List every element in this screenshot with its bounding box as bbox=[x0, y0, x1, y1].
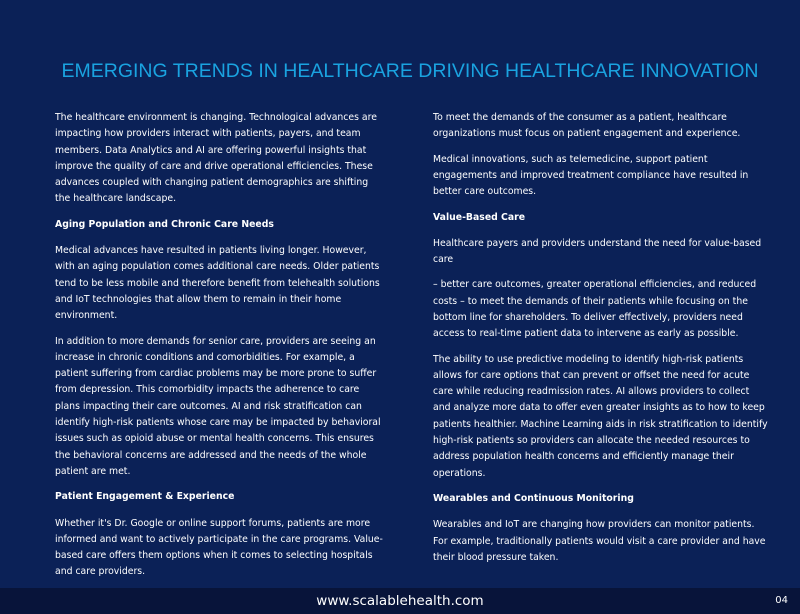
medical-innovations-paragraph: Medical innovations, such as telemedicine, support patient engagements and improved treatment compliance have resulted in better care outcomes. bbox=[433, 153, 749, 198]
page-number: 04 bbox=[775, 595, 788, 606]
consumer-demands-paragraph: To meet the demands of the consumer as a patient, healthcare organizations must focus on patient engagement and experience. bbox=[433, 112, 741, 140]
left-column bbox=[55, 110, 385, 581]
website-url: www.scalablehealth.com bbox=[316, 593, 484, 609]
wearables-heading: Wearables and Continuous Monitoring bbox=[433, 492, 634, 504]
footer-bar bbox=[0, 588, 800, 614]
value-based-care-heading: Value-Based Care bbox=[433, 212, 526, 224]
value-based-care-continued: – better care outcomes, greater operational efficiencies, and reduced costs – to meet the demands of their patients while focusing on the bottom line for shareholders. To deliver effectively, providers need access to real-time patient data to intervene as early as possible. bbox=[433, 279, 757, 340]
wearables-paragraph: Wearables and IoT are changing how providers can monitor patients. For example, traditionally patients would visit a care provider and have their blood pressure taken. bbox=[433, 519, 766, 563]
aging-paragraph: Medical advances have resulted in patients living longer. However, with an aging population comes additional care needs. Older patients tend to be less mobile and therefore benefit from telehealth solutions and IoT technologies that allow them to remain in their home environment. bbox=[55, 245, 380, 322]
chronic-conditions-paragraph: In addition to more demands for senior care, providers are seeing an increase in chronic conditions and comorbidities. For example, a patient suffering from cardiac problems may be more prone to suffer from depression. This comorbidity impacts the adherence to care plans impacting their care outcomes. AI and risk stratification can identify high-risk patients whose care may be impacted by behavioral issues such as opioid abuse or mental health concerns. This ensures the behavioral concerns are addressed and the needs of the whole patient are met. bbox=[55, 335, 381, 477]
intro-paragraph: The healthcare environment is changing. Technological advances are impacting how providers interact with patients, payers, and team members. Data Analytics and AI are offering powerful insights that improve the quality of care and drive operational efficiencies. These advances coupled with changing patient demographics are shifting the healthcare landscape. bbox=[55, 112, 377, 205]
patient-engagement-heading: Patient Engagement & Experience bbox=[55, 491, 235, 503]
right-column bbox=[433, 110, 768, 566]
value-based-care-paragraph: Healthcare payers and providers understand the need for value-based care bbox=[433, 237, 762, 266]
page-title: EMERGING TRENDS IN HEALTHCARE DRIVING HEALTHCARE INNOVATION bbox=[61, 60, 759, 82]
aging-population-heading: Aging Population and Chronic Care Needs bbox=[55, 218, 274, 230]
patient-engagement-paragraph: Whether it's Dr. Google or online support forums, patients are more informed and want to actively participate in the care programs. Value-based care offers them options when it comes to selecting hospitals and care providers. bbox=[55, 517, 383, 578]
predictive-modeling-paragraph: The ability to use predictive modeling to identify high-risk patients allows for care options that can prevent or offset the need for acute care while reducing readmission rates. AI allows providers to collect and analyze more data to offer even greater insights as to how to keep patients healthier. Machine Learning aids in risk stratification to identify high-risk patients so providers can allocate the needed resources to address population health concerns and efficiently manage their operations. bbox=[433, 353, 768, 479]
